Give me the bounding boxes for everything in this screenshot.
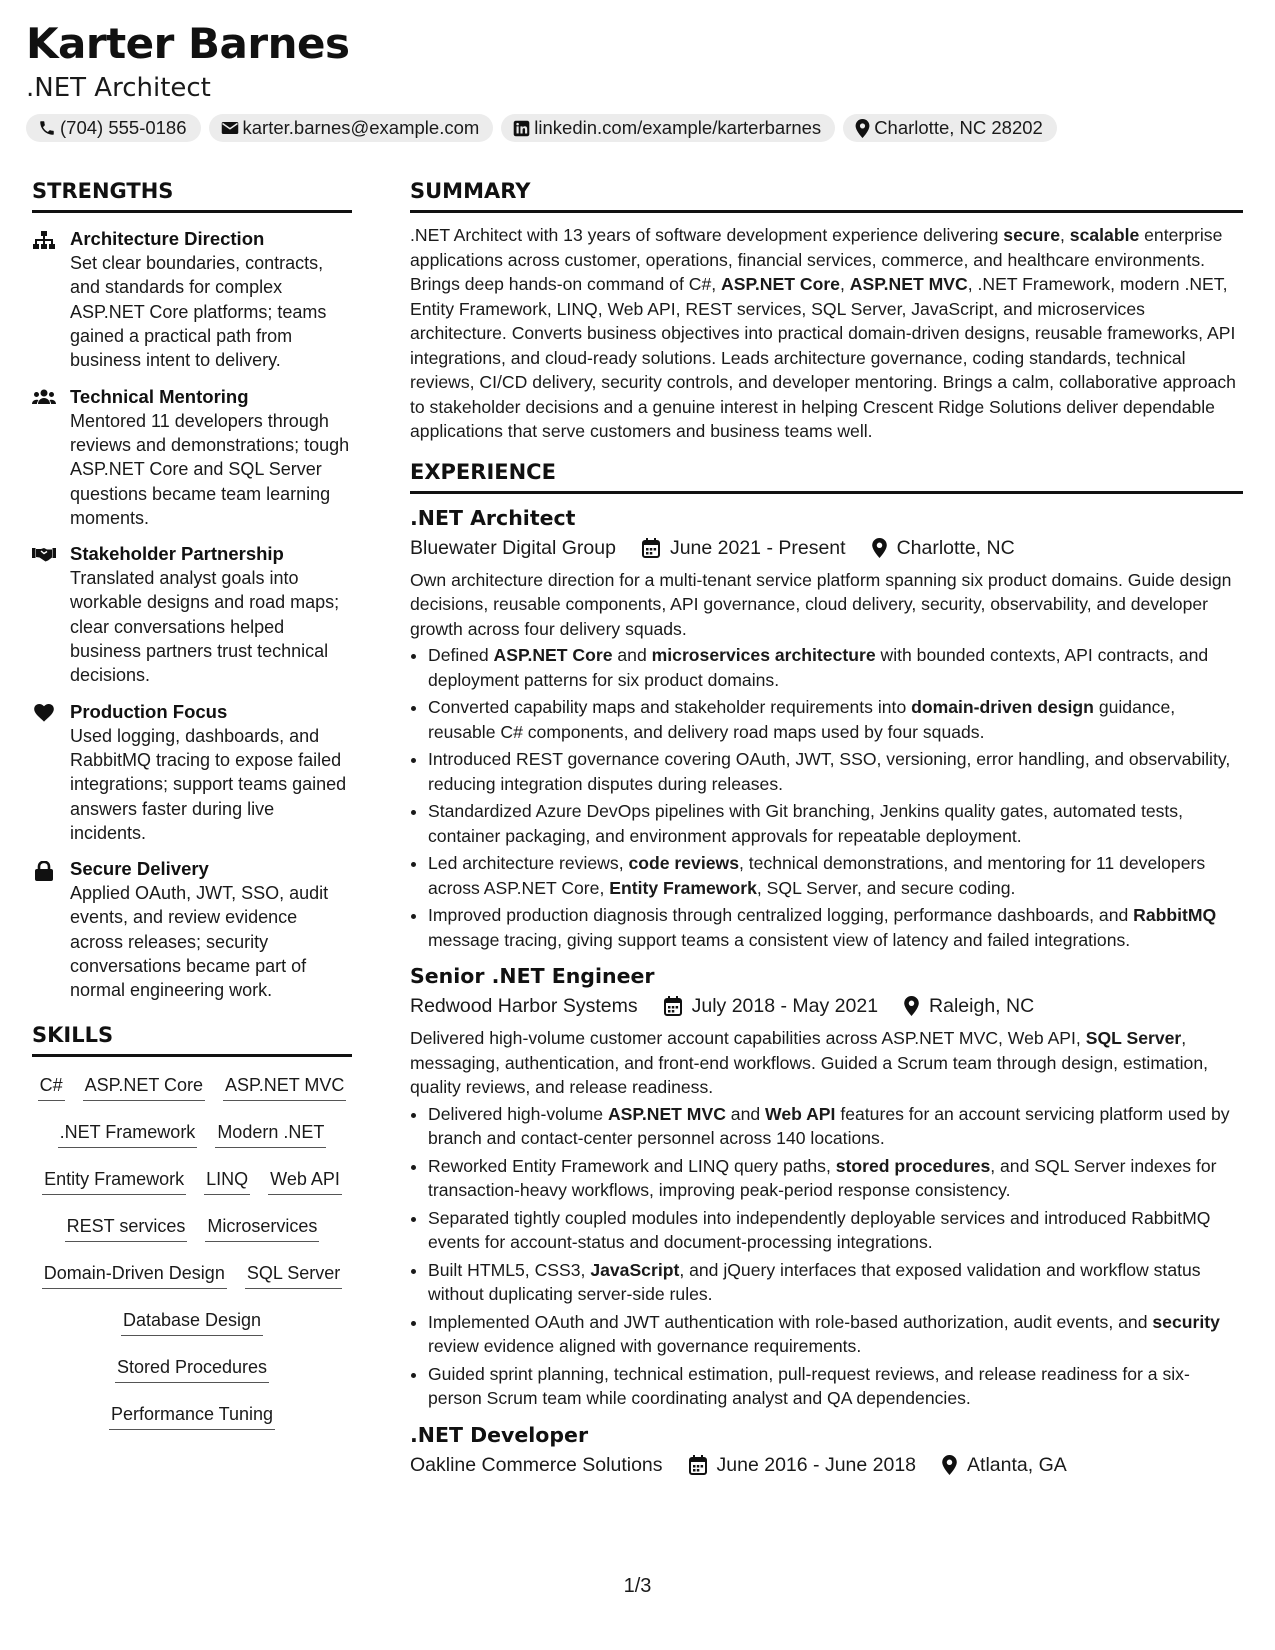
candidate-name: Karter Barnes — [26, 19, 350, 68]
skills-row — [32, 1394, 352, 1441]
job-bullet: • Guided sprint planning, technical estimation, pull-request reviews, and release readiness for a six-person Scrum team while coordinating analyst and QA dependencies. — [428, 1362, 1243, 1411]
map-pin-icon — [855, 119, 870, 138]
skill-tag: Web API — [268, 1159, 342, 1195]
job-bullet: • Converted capability maps and stakeholder requirements into domain-driven design guidance, reusable C# components, and delivery road maps used by four squads. — [428, 695, 1243, 744]
skills-row — [32, 1206, 352, 1253]
strength-title: Architecture Direction — [70, 228, 265, 250]
skills-row — [32, 1347, 352, 1394]
phone-text: (704) 555-0186 — [60, 117, 187, 138]
skills-row — [32, 1253, 352, 1300]
job-bullet: • Standardized Azure DevOps pipelines with Git branching, Jenkins quality gates, automated tests, container packaging, and environment approvals for repeatable deployment. — [428, 799, 1243, 848]
skills-row — [32, 1159, 352, 1206]
job-bullet: • Reworked Entity Framework and LINQ query paths, stored procedures, and SQL Server indexes for transaction-heavy workflows, improving peak-period response consistency. — [428, 1154, 1243, 1203]
job-dates: July 2018 - May 2021 — [691, 995, 879, 1018]
strength-description: Set clear boundaries, contracts, and standards for complex ASP.NET Core platforms; teams gained a practical path from business intent to delivery. — [70, 253, 327, 371]
job-location: Charlotte, NC — [896, 536, 1015, 559]
calendar-icon — [664, 996, 682, 1016]
job-entry — [410, 962, 1243, 1411]
job-location: Raleigh, NC — [929, 995, 1035, 1018]
sitemap-icon — [33, 231, 55, 249]
skill-tag: LINQ — [204, 1159, 250, 1195]
skill-tag: ASP.NET Core — [83, 1065, 205, 1101]
strength-item — [32, 700, 352, 845]
job-bullets — [410, 1102, 1243, 1411]
experience-heading: EXPERIENCE — [410, 460, 1243, 494]
skill-tag: Microservices — [205, 1206, 319, 1242]
job-bullet: • Separated tightly coupled modules into independently deployable services and introduced RabbitMQ events for account-status and document-processing integrations. — [428, 1206, 1243, 1255]
right-column — [410, 179, 1243, 1479]
strength-title: Production Focus — [70, 700, 228, 722]
strength-description: Used logging, dashboards, and RabbitMQ tracing to expose failed integrations; support teams gained answers faster during live incidents. — [70, 725, 347, 843]
job-description: Delivered high-volume customer account capabilities across ASP.NET MVC, Web API, SQL Server, messaging, authentication, and front-end workflows. Guided a Scrum team through design, estimation, quality reviews, and release readiness. — [410, 1028, 1209, 1098]
map-pin-icon — [872, 538, 887, 558]
contact-linkedin[interactable] — [501, 114, 835, 142]
job-entry — [410, 1421, 1243, 1479]
strength-description: Mentored 11 developers through reviews and demonstrations; tough ASP.NET Core and SQL Server questions became team learning moments. — [70, 410, 350, 528]
skill-tag: Stored Procedures — [115, 1347, 269, 1383]
job-list — [410, 504, 1243, 1479]
job-title: .NET Developer — [410, 1422, 589, 1447]
experience-section — [410, 460, 1243, 1479]
location-text: Charlotte, NC 28202 — [874, 117, 1043, 138]
skill-tag: Performance Tuning — [109, 1394, 275, 1430]
job-dates: June 2021 - Present — [669, 536, 846, 559]
contact-location — [843, 114, 1057, 142]
linkedin-icon — [513, 120, 530, 137]
users-icon — [32, 389, 56, 405]
job-bullet: • Built HTML5, CSS3, JavaScript, and jQuery interfaces that exposed validation and workflow status without duplicating server-side rules. — [428, 1258, 1243, 1307]
job-entry — [410, 504, 1243, 953]
job-dates: June 2016 - June 2018 — [716, 1453, 917, 1476]
phone-icon — [38, 119, 56, 137]
job-title: .NET Architect — [410, 505, 576, 530]
skills-row — [32, 1300, 352, 1347]
job-description: Own architecture direction for a multi-tenant service platform spanning six product domains. Guide design decisions, reusable components, API governance, cloud delivery, security, observability, and developer growth across four delivery squads. — [410, 569, 1232, 639]
strength-description: Translated analyst goals into workable designs and road maps; clear conversations helped business partners trust technical decisions. — [70, 568, 340, 686]
left-column — [32, 179, 352, 1441]
skill-tag: C# — [38, 1065, 65, 1101]
job-company: Oakline Commerce Solutions — [410, 1453, 663, 1476]
skills-row — [32, 1112, 352, 1159]
linkedin-text: linkedin.com/example/karterbarnes — [534, 117, 822, 138]
skill-tag: Entity Framework — [42, 1159, 186, 1195]
job-company: Bluewater Digital Group — [410, 536, 616, 559]
heart-icon — [34, 704, 54, 722]
skill-tag: .NET Framework — [58, 1112, 198, 1148]
handshake-icon — [32, 546, 56, 562]
contact-bar — [26, 114, 1057, 142]
skill-tag: SQL Server — [245, 1253, 342, 1289]
job-meta — [410, 992, 1243, 1020]
candidate-role: .NET Architect — [26, 73, 211, 103]
job-bullet: • Defined ASP.NET Core and microservices architecture with bounded contexts, API contracts, and deployment patterns for six product domains. — [428, 643, 1243, 692]
job-company: Redwood Harbor Systems — [410, 995, 638, 1018]
calendar-icon — [642, 538, 660, 558]
skill-tag: REST services — [65, 1206, 188, 1242]
contact-email[interactable] — [209, 114, 494, 142]
skills-section — [32, 1023, 352, 1441]
email-text: karter.barnes@example.com — [242, 117, 480, 138]
job-meta — [410, 1451, 1243, 1479]
strength-item — [32, 542, 352, 687]
skills-list — [32, 1057, 352, 1441]
job-bullet: • Implemented OAuth and JWT authentication with role-based authorization, audit events, and security review evidence aligned with governance requirements. — [428, 1310, 1243, 1359]
strength-item — [32, 227, 352, 372]
skill-tag: Modern .NET — [215, 1112, 326, 1148]
map-pin-icon — [904, 996, 919, 1016]
page-number: 1/3 — [623, 1575, 652, 1597]
job-location: Atlanta, GA — [967, 1453, 1067, 1476]
skill-tag: Database Design — [121, 1300, 263, 1336]
summary-heading: SUMMARY — [410, 179, 1243, 213]
skills-row — [32, 1065, 352, 1112]
strength-description: Applied OAuth, JWT, SSO, audit events, and review evidence across releases; security conversations became part of normal engineering work. — [70, 883, 329, 1001]
calendar-icon — [689, 1455, 707, 1475]
strength-item — [32, 857, 352, 1002]
map-pin-icon — [942, 1455, 957, 1475]
job-bullet: • Led architecture reviews, code reviews, technical demonstrations, and mentoring for 11 developers across ASP.NET Core, Entity Framework, SQL Server, and secure coding. — [428, 851, 1243, 900]
job-bullet: • Delivered high-volume ASP.NET MVC and Web API features for an account servicing platform used by branch and contact-center personnel across 140 locations. — [428, 1102, 1243, 1151]
strength-title: Technical Mentoring — [70, 385, 249, 407]
job-meta — [410, 534, 1243, 562]
job-bullet: • Introduced REST governance covering OAuth, JWT, SSO, versioning, error handling, and observability, reducing integration disputes during releases. — [428, 747, 1243, 796]
strengths-heading: STRENGTHS — [32, 179, 352, 213]
strength-item — [32, 385, 352, 530]
lock-icon — [35, 861, 53, 881]
job-bullet: • Improved production diagnosis through centralized logging, performance dashboards, and RabbitMQ message tracing, giving support teams a consistent view of latency and failed integrations. — [428, 903, 1243, 952]
skills-heading: SKILLS — [32, 1023, 352, 1057]
skill-tag: Domain-Driven Design — [42, 1253, 227, 1289]
skill-tag: ASP.NET MVC — [223, 1065, 346, 1101]
summary-text: .NET Architect with 13 years of software development experience delivering secure, scalable enterprise applications across customer, operations, financial services, commerce, and healthcare environments. Brings deep hands-on command of C#, ASP.NET Core, ASP.NET MVC, .NET Framework, modern .NET, Entity Framework, LINQ, Web API, REST services, SQL Server, JavaScript, and microservices architecture. Converts business objectives into practical domain-driven designs, reusable frameworks, API integrations, and cloud-ready solutions. Leads architecture governance, coding standards, technical reviews, CI/CD delivery, security controls, and developer mentoring. Brings a calm, collaborative approach to stakeholder decisions and a genuine interest in helping Crescent Ridge Solutions deliver dependable applications that serve customers and business teams well. — [410, 225, 1236, 442]
strength-title: Secure Delivery — [70, 858, 209, 880]
contact-phone[interactable] — [26, 114, 201, 142]
job-title: Senior .NET Engineer — [410, 964, 655, 989]
job-bullets — [410, 643, 1243, 952]
envelope-icon — [221, 120, 239, 136]
strength-title: Stakeholder Partnership — [70, 543, 284, 565]
